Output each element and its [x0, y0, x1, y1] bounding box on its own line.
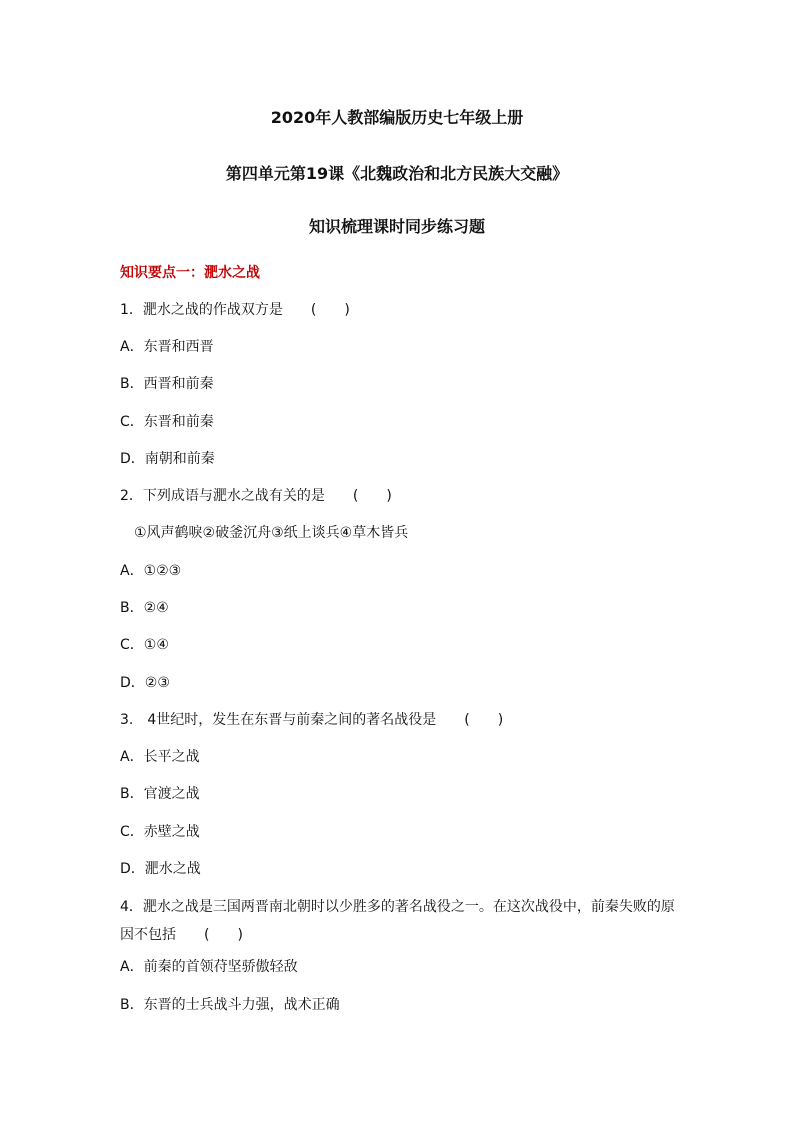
question-4-option-b: B．东晋的士兵战斗力强，战术正确	[120, 997, 340, 1013]
question-1: 1．淝水之战的作战双方是 ( )	[120, 302, 350, 318]
question-3-option-d: D．淝水之战	[120, 861, 201, 877]
question-4-option-a: A．前秦的首领苻坚骄傲轻敌	[120, 959, 298, 975]
question-1-option-d: D．南朝和前秦	[120, 451, 215, 467]
question-2-option-c: C．①④	[120, 637, 169, 653]
question-2-option-b: B．②④	[120, 600, 169, 616]
question-3: 3. 4世纪时，发生在东晋与前秦之间的著名战役是 ( )	[120, 712, 504, 728]
question-2-option-a: A．①②③	[120, 563, 182, 579]
document-title-line-2: 第四单元第19课《北魏政治和北方民族大交融》	[225, 164, 569, 183]
question-2: 2．下列成语与淝水之战有关的是 ( )	[120, 488, 392, 504]
question-3-option-c: C．赤壁之战	[120, 824, 200, 840]
question-2-option-d: D．②③	[120, 675, 170, 691]
question-2-stem-options: ①风声鹤唳②破釜沉舟③纸上谈兵④草木皆兵	[134, 525, 409, 541]
question-3-option-b: B．官渡之战	[120, 786, 200, 802]
question-1-option-a: A．东晋和西晋	[120, 339, 214, 355]
section-heading: 知识要点一：淝水之战	[120, 265, 260, 281]
question-3-option-a: A．长平之战	[120, 749, 200, 765]
question-4: 4．淝水之战是三国两晋南北朝时以少胜多的著名战役之一。在这次战役中，前秦失败的原因不包括 ( )	[120, 899, 675, 943]
question-1-option-b: B．西晋和前秦	[120, 376, 214, 392]
question-1-option-c: C．东晋和前秦	[120, 414, 214, 430]
document-title-line-3: 知识梳理课时同步练习题	[308, 217, 485, 236]
document-title-line-1: 2020年人教部编版历史七年级上册	[270, 108, 524, 127]
